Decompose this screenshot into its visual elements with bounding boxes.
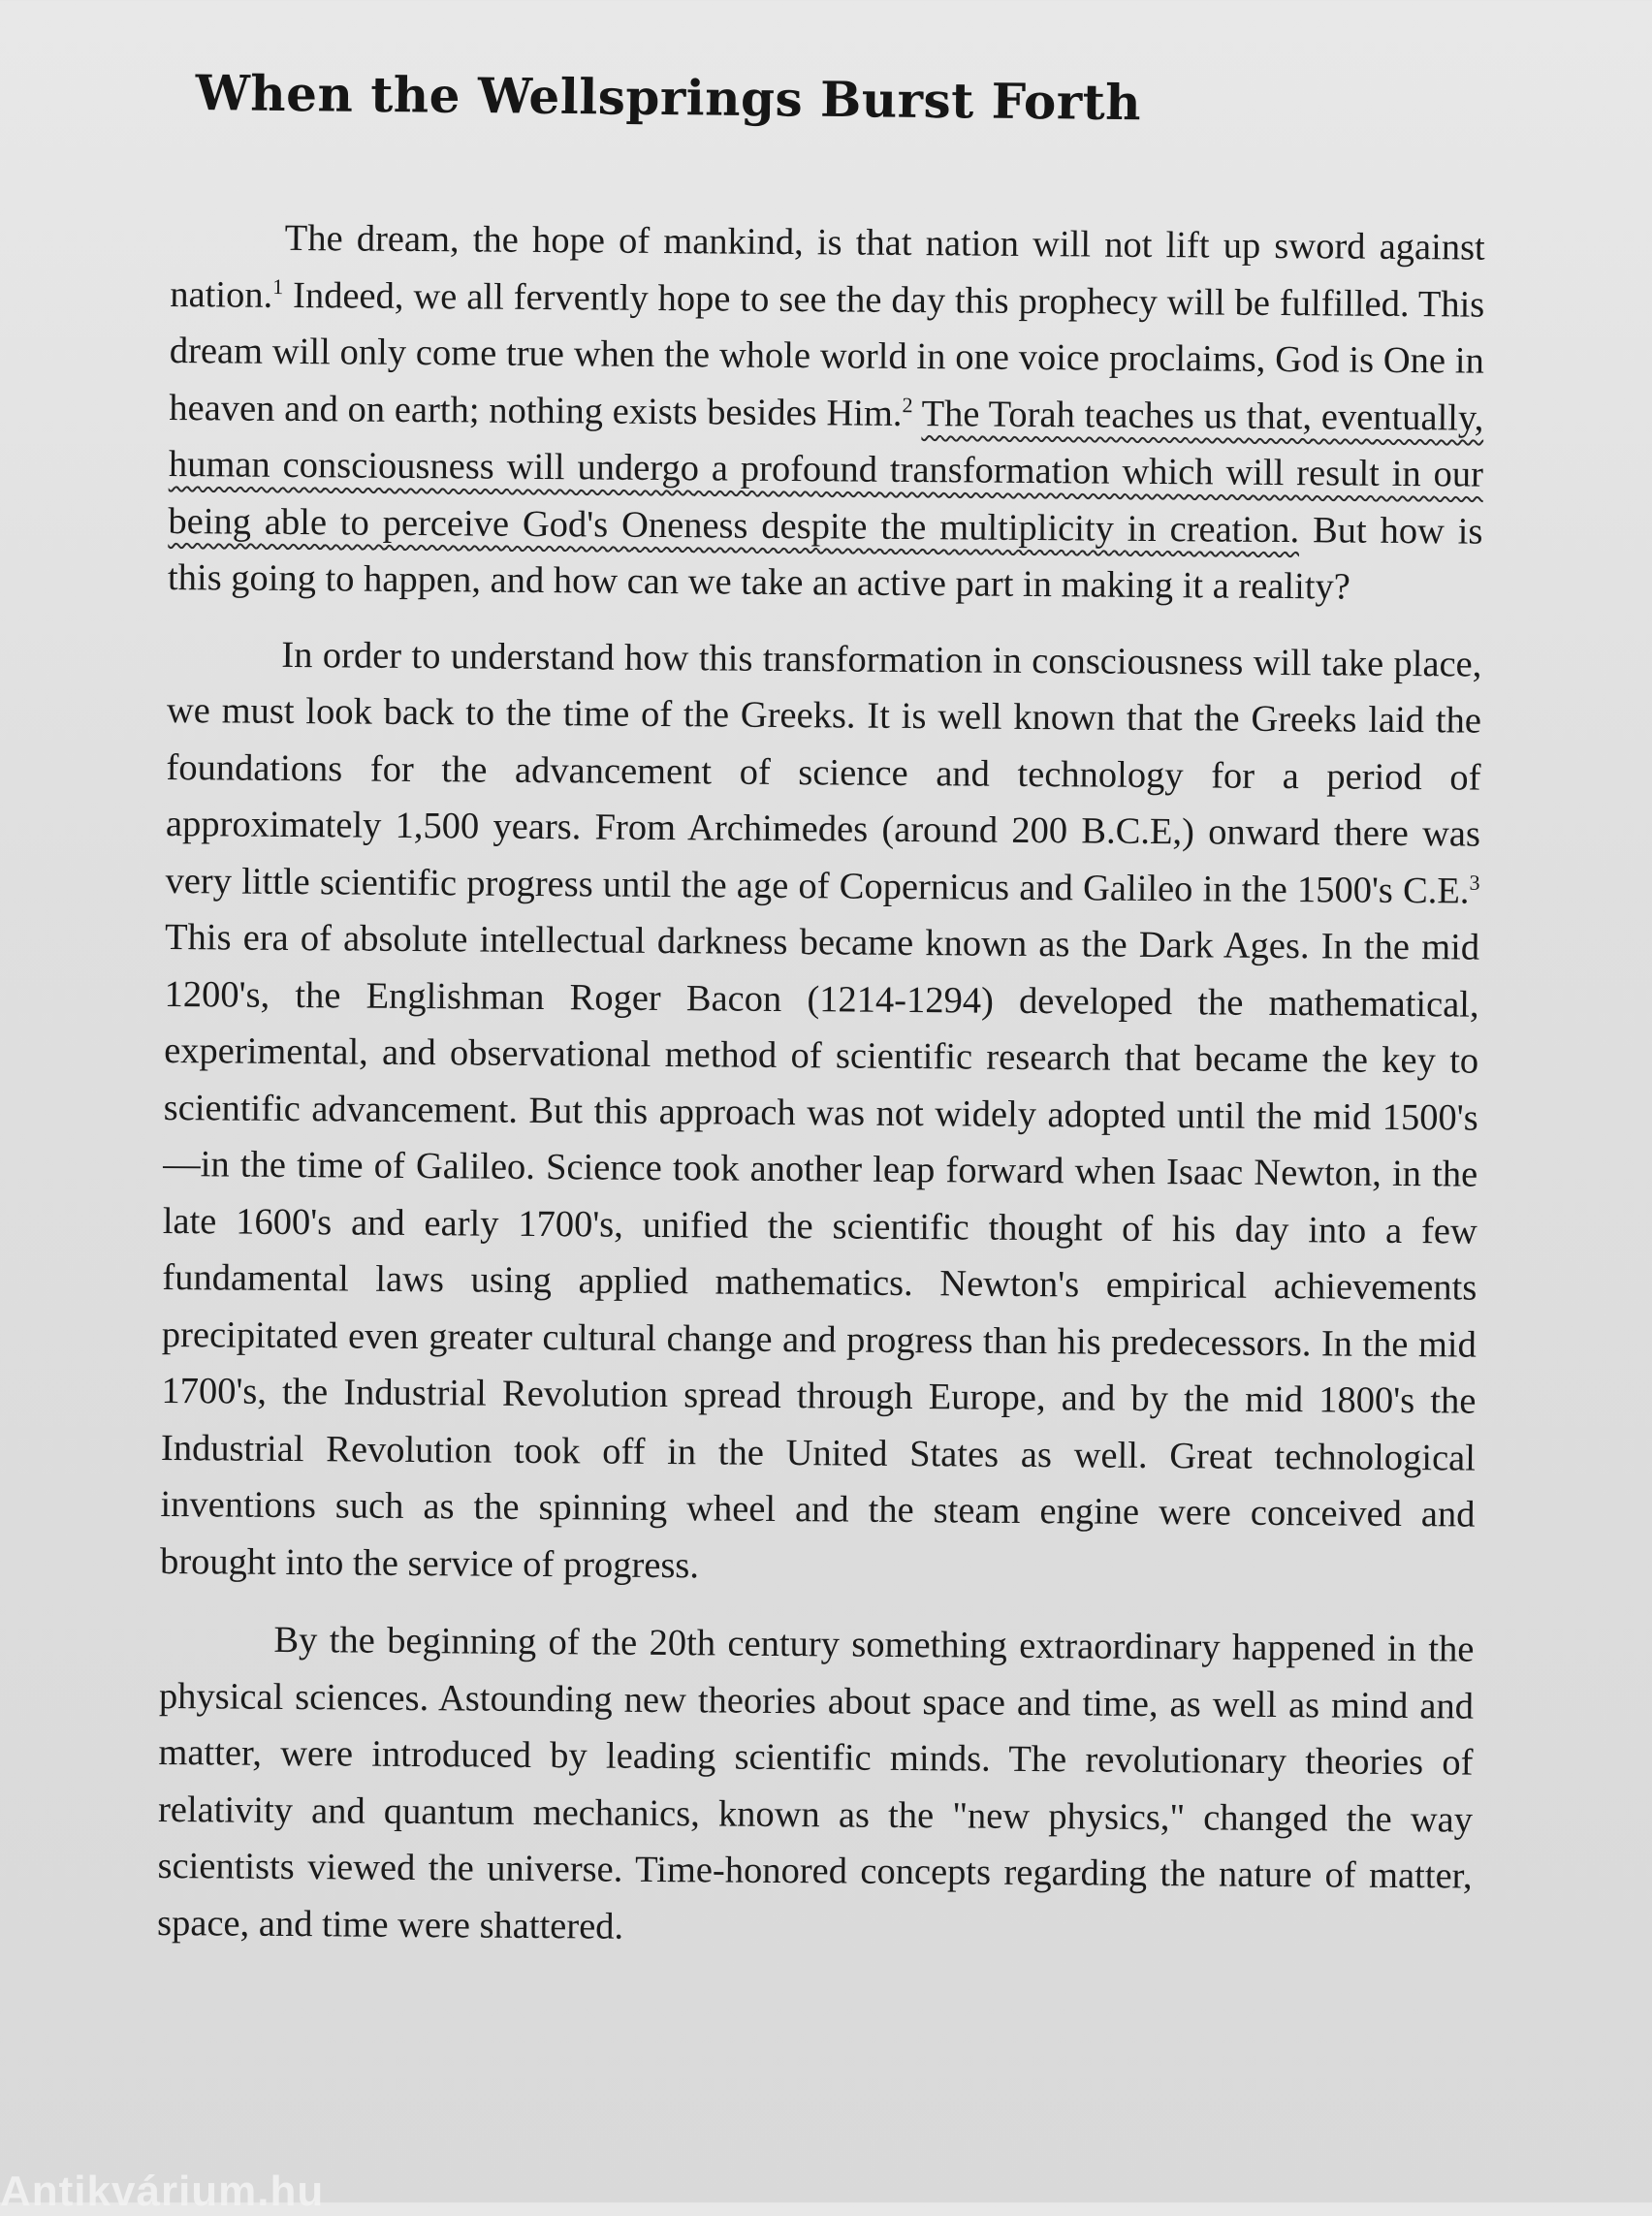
chapter-title: When the Wellsprings Burst Forth bbox=[195, 64, 1142, 132]
paragraph-1-text-c: But how is this going to happen, and how can we take an active part in making it a reality? bbox=[167, 509, 1483, 608]
paragraph-3-text: By the beginning of the 20th century something extraordinary happened in the physical sciences. Astounding new theories about space and time, as well as mind and matter, were introduced by leading scientific minds. The revolutionary theories of relativity and quantum mechanics, known as the "new physics," changed the way scientists viewed the universe. Time-honored concepts regarding the nature of matter, space, and time were shattered. bbox=[156, 1619, 1475, 1947]
paragraph-1-text-b: Indeed, we all fervently hope to see the day this prophecy will be fulfilled. This dream will only come true when the whole world in one voice proclaims, God is One in heaven and on earth; nothing exists besides Him. bbox=[169, 274, 1485, 434]
footnote-marker-1: 1 bbox=[272, 273, 284, 299]
paragraph-2-text-b: This era of absolute intellectual darkness became known as the Dark Ages. In the mid 1200's, the Englishman Roger Bacon (1214-1294) developed the mathematical, experimental, and observational method of scientific research that became the key to scientific advancement. But this approach was not widely adopted until the mid 1500's—in the time of Galileo. Science took another leap forward when Isaac Newton, in the late 1600's and early 1700's, unified the scientific thought of his day into a few fundamental laws using applied mathematics. Newton's empirical achievements precipitated even greater cultural change and progress than his predecessors. In the mid 1700's, the Industrial Revolution spread through Europe, and by the mid 1800's the Industrial Revolution took off in the United States as well. Great technological inventions such as the spinning wheel and the steam engine were conceived and brought into the service of progress. bbox=[159, 916, 1480, 1586]
footnote-marker-2: 2 bbox=[902, 392, 913, 417]
watermark: Antikvárium.hu bbox=[0, 2168, 325, 2215]
paragraph-2-text-a: In order to understand how this transformation in consciousness will take place, we must look back to the time of the Greeks. It is well known that the Greeks laid the foundations for the advancement of science and technology for a period of approximately 1,500 years. From Archimedes (around 200 B.C.E,) onward there was very little scientific progress until the age of Copernicus and Galileo in the 1500's C.E. bbox=[165, 634, 1482, 912]
paragraph-3 bbox=[157, 1611, 1475, 1962]
footnote-marker-3: 3 bbox=[1469, 870, 1480, 895]
paragraph-1 bbox=[168, 209, 1485, 617]
paragraph-2 bbox=[160, 625, 1482, 1599]
paragraph-1-text-a: The dream, the hope of mankind, is that nation will not lift up sword against nation. bbox=[170, 217, 1485, 316]
underlined-passage: The Torah teaches us that, eventually, human consciousness will undergo a profound transformation which will result in our being able to perceive God's Oneness despite the multiplicity in creation. bbox=[168, 393, 1484, 551]
body-text bbox=[157, 209, 1485, 1983]
